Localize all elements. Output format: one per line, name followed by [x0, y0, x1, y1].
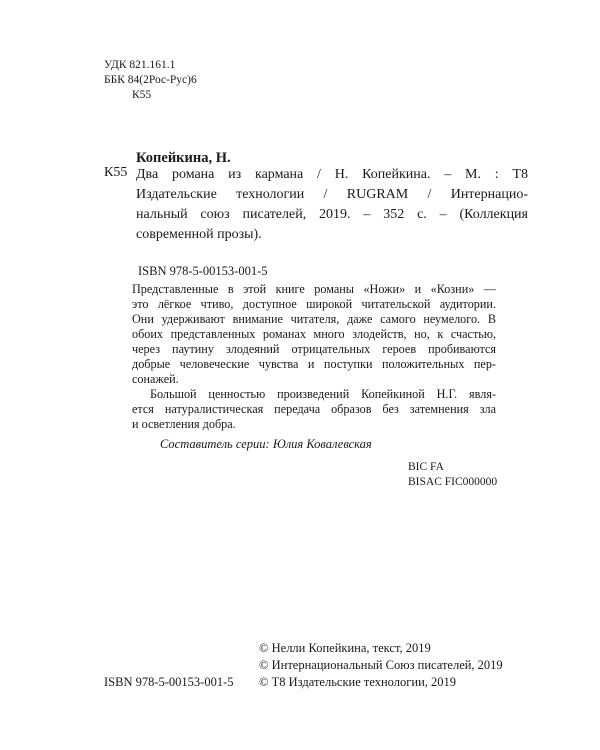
copyright-line: © Т8 Издательские технологии, 2019	[259, 675, 457, 689]
annotation-line: и осветления добра.	[132, 417, 236, 431]
annotation-line: это лёгкое чтиво, доступное широкой читательской аудитории.	[132, 297, 496, 311]
catalog-author: Копейкина, Н.	[136, 150, 231, 166]
annotation-line: обоих представленных романах много злодейств, но, к счастью,	[132, 327, 496, 341]
annotation-line: Они удерживают внимание читателя, даже самого неумелого. В	[132, 312, 496, 326]
annotation-line: ется натуралистическая передача образов без затемнения зла	[132, 402, 496, 416]
bisac-code: BISAC FIC000000	[408, 476, 498, 488]
bic-code: BIC FA	[408, 461, 444, 473]
catalog-description	[136, 165, 528, 245]
bbk-code: ББК 84(2Рос-Рус)6	[104, 74, 197, 86]
annotation-line: добрые человеческие чувства и поступки положительных пер-	[132, 357, 496, 371]
annotation-line: Большой ценностью произведений Копейкиной Н.Г. явля-	[150, 387, 496, 401]
description-line: Издательские технологии / RUGRAM / Интернацио-	[136, 187, 528, 202]
catalog-author-mark: К55	[104, 165, 128, 180]
description-line: современной прозы).	[136, 227, 262, 242]
annotation-line: сонажей.	[132, 372, 179, 386]
udk-code: УДК 821.161.1	[104, 59, 176, 71]
description-line: Два романа из кармана / Н. Копейкина. – М. : Т8	[136, 167, 528, 182]
isbn-bottom: ISBN 978-5-00153-001-5	[104, 675, 234, 689]
series-compiler: Составитель серии: Юлия Ковалевская	[160, 437, 372, 451]
isbn-top: ISBN 978-5-00153-001-5	[138, 264, 268, 278]
subject-codes	[408, 460, 497, 490]
author-mark: К55	[132, 89, 152, 101]
copyright-block	[259, 640, 503, 691]
annotation-line: Представленные в этой книге романы «Ножи» и «Козни» —	[132, 282, 496, 296]
copyright-line: © Нелли Копейкина, текст, 2019	[259, 641, 431, 655]
description-line: нальный союз писателей, 2019. – 352 с. – (Коллекция	[136, 207, 528, 222]
classification-block	[104, 58, 197, 103]
copyright-line: © Интернациональный Союз писателей, 2019	[259, 658, 503, 672]
annotation-line: через паутину злодеяний отрицательных героев пробиваются	[132, 342, 496, 356]
annotation	[132, 282, 496, 432]
